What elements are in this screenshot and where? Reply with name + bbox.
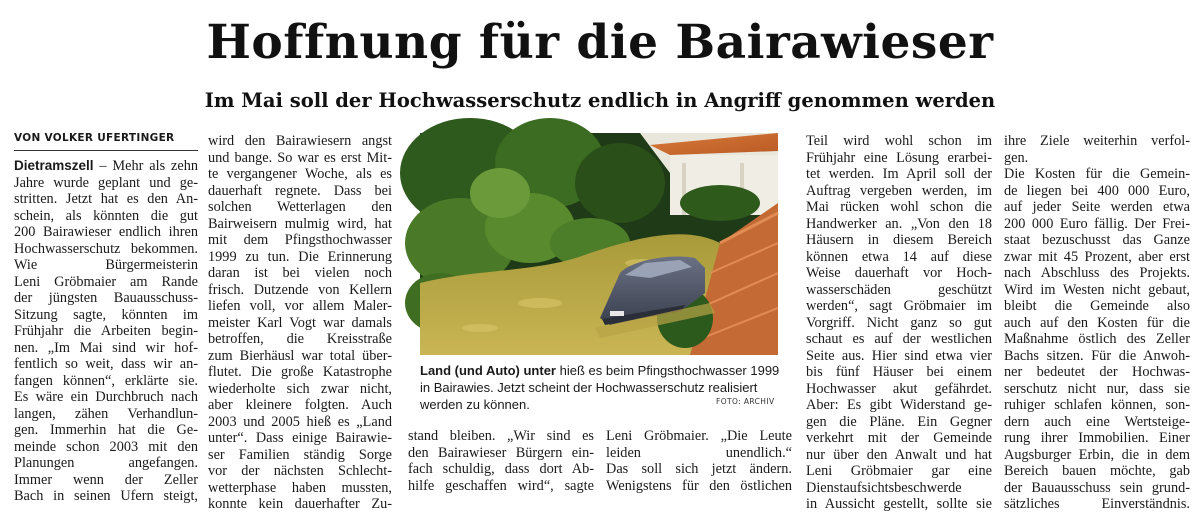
text-line: nur über den Anwalt und hat	[806, 446, 992, 463]
text-line: bis fünf Häuser bei einem	[806, 364, 992, 380]
text-line: fangen können“, erklärte sie.	[14, 372, 198, 389]
caption-lead: Land (und Auto) unter	[420, 363, 556, 378]
article-column-3	[408, 428, 594, 494]
text-line: leiden unendlich.“	[606, 444, 792, 461]
flood-photo	[420, 133, 778, 355]
text-line: Hochwasser akut gefährdet.	[806, 380, 992, 397]
text-line: 1999 zu tun. Die Erinnerung	[208, 248, 392, 265]
text-line: ner bedeutet der Hochwas-	[1004, 364, 1190, 380]
text-line: Leni Gröbmaier. „Die Leute	[606, 428, 792, 444]
text-line: der jüngsten Bauausschuss-	[14, 290, 198, 306]
text-line: flutet. Die große Katastrophe	[208, 364, 392, 380]
article-column-5	[806, 133, 992, 513]
text-line: wasserschäden geschützt	[806, 281, 992, 298]
text-line: Leni Gröbmaier gar eine	[806, 463, 992, 479]
text-line: Dienstaufsichtsbeschwerde	[806, 479, 962, 496]
text-line: fentlich so weit, dass wir an-	[14, 356, 198, 372]
caption-text: hieß es beim Pfingsthochwasser 1999 in Bairawies. Jetzt scheint der Hochwasserschutz realisiert werden zu können.	[420, 363, 780, 412]
text-line: gen.	[1004, 149, 1029, 166]
text-line: fach schuldig, dass dort Ab-	[408, 461, 594, 477]
text-line: Das soll sich jetzt ändern.	[606, 461, 792, 477]
text-line: unter“. Dass einige Bairawie-	[208, 430, 392, 446]
text-line: ihre Ziele weiterhin verfol-	[1004, 133, 1190, 149]
text-line: Vorgriff. Nicht ganz so gut	[806, 314, 992, 331]
text-line: solchen Wetterlagen den	[208, 199, 392, 215]
text-line: Planungen angefangen.	[14, 455, 198, 471]
text-line: 2003 und 2005 hieß es „Land	[208, 413, 392, 430]
text-line: Bereich bauen möchte, gab	[1004, 463, 1190, 479]
text-line: zum Bierhäusl war total über-	[208, 347, 392, 364]
text-line: hilfe geschaffen wird“, sagte	[408, 477, 594, 494]
text-line: 200 Bairawieser endlich ihren	[14, 224, 198, 240]
text-line: stand bleiben. „Wir sind es	[408, 428, 594, 444]
flood-photo-image	[420, 133, 778, 355]
text-line: bleibt die Gemeinde also	[1004, 298, 1190, 314]
article-column-4	[606, 428, 792, 494]
text-line: nach Abschluss des Projekts.	[1004, 265, 1190, 281]
text-line: de liegen bei 400 000 Euro,	[1004, 182, 1190, 199]
text-line: te vergangener Woche, als es	[208, 166, 392, 182]
text-line: Frühjahr die Arbeiten begin-	[14, 323, 198, 339]
text-line: dern auch eine Wertsteige-	[1004, 413, 1190, 430]
photo-credit: FOTO: ARCHIV	[716, 397, 775, 406]
article-column-6	[1004, 133, 1190, 513]
text-line: ruhiger schlafen können, son-	[1004, 397, 1190, 413]
text-line: liefen voll, vor allem Maler-	[208, 298, 392, 314]
text-line: Augsburger Erbin, die in dem	[1004, 446, 1190, 463]
text-line: in Aussicht gestellt, sollte sie	[806, 496, 992, 512]
text-line: meinde schon 2003 mit den	[14, 438, 198, 455]
text-line: Die Kosten für die Gemein-	[1004, 166, 1190, 182]
headline: Hoffnung für die Bairawieser	[206, 15, 994, 70]
text-line: der Bauausschuss sein grund-	[1004, 479, 1190, 496]
text-line: konnte kein dauerhafter Zu-	[208, 496, 392, 512]
text-line: zwar mit 45 Prozent, aber erst	[1004, 248, 1190, 265]
text-line: wetterphase haben mussten,	[208, 479, 392, 496]
text-line: frisch. Dutzende von Kellern	[208, 281, 392, 298]
text-line: auch auf den Kosten für die	[1004, 314, 1190, 331]
text-line: Seite aus. Hier sind etwa vier	[806, 347, 992, 364]
text-line	[14, 158, 198, 175]
text-line: ser Familien ständig Sorge	[208, 446, 392, 463]
text-line: Bachs sitzen. Für die Anwoh-	[1004, 347, 1190, 364]
text-line: Wenigstens für den östlichen	[606, 477, 792, 494]
text-line: stritten. Jetzt hat es den An-	[14, 191, 198, 207]
text-line: langen, zähen Verhandlun-	[14, 405, 198, 422]
text-line: und bange. So war es erst Mit-	[208, 149, 392, 166]
text-line: können etwa 14 auf diese	[806, 248, 992, 265]
text-line: 200 000 Euro fällig. Der Frei-	[1004, 215, 1190, 232]
text-line: Leni Gröbmaier am Rande	[14, 273, 198, 290]
text-line: Bach in seinen Ufern steigt,	[14, 488, 198, 504]
text-line: rung ihrer Immobilien. Einer	[1004, 430, 1190, 446]
byline-rule	[14, 150, 198, 151]
text-line: wiederholte sich zwar nicht,	[208, 380, 392, 397]
text-line: staat bezuschusst das Ganze	[1004, 232, 1190, 248]
text-line: Es wäre ein Durchbruch nach	[14, 389, 198, 405]
text-line: aber kleinere folgten. Auch	[208, 397, 392, 413]
text-line: betroffen, die Kreisstraße	[208, 331, 392, 347]
text-line: verkehrt mit der Gemeinde	[806, 430, 992, 446]
text-line: werden“, sagt Gröbmaier im	[806, 298, 992, 314]
text-line: Mai rücken wohl schon die	[806, 199, 992, 215]
text-line: gen die Pläne. Ein Gegner	[806, 413, 992, 430]
text-line: dauerhaft regnete. Dass bei	[208, 182, 392, 199]
text-line: Auftrag vergeben werden, im	[806, 182, 992, 199]
text-line: Wird im Westen nicht gebaut,	[1004, 281, 1190, 298]
article-column-2	[208, 133, 392, 513]
text-line: Handwerker an. „Von den 18	[806, 215, 992, 232]
text-line: Frühjahr eine Lösung erarbei-	[806, 149, 992, 166]
text-line: schein, als könnten die gut	[14, 207, 198, 224]
text-line: Teil wird wohl schon im	[806, 133, 992, 149]
text-line: schaut es auf der westlichen	[806, 331, 992, 347]
text-line: Hochwasserschutz bekommen.	[14, 240, 198, 257]
text-line: vor der nächsten Schlecht-	[208, 463, 392, 479]
text-line: Jahre wurde geplant und ge-	[14, 174, 198, 191]
text-line: sätzliches Einverständnis.	[1004, 496, 1190, 512]
text-line: daran ist bei vielen noch	[208, 265, 392, 281]
text-line: nen. „Im Mai sind wir hof-	[14, 339, 198, 356]
lead-word: Dietramszell	[14, 158, 94, 173]
text-line: den Bairawieser Bürgern ein-	[408, 444, 594, 461]
lead-rest: – Mehr als zehn	[93, 158, 198, 174]
text-line: Sitzung sagte, könnten im	[14, 306, 198, 323]
subheadline: Im Mai soll der Hochwasserschutz endlich in Angriff genommen werden	[204, 89, 996, 112]
text-line: Weise dauerhaft vor Hoch-	[806, 265, 992, 281]
text-line: Wie Bürgermeisterin	[14, 257, 198, 273]
text-line: wird den Bairawiesern angst	[208, 133, 392, 149]
text-line: meister Karl Vogt war damals	[208, 314, 392, 331]
article-column-1	[14, 158, 198, 505]
text-line: mit dem Pfingsthochwasser	[208, 232, 392, 248]
text-line: Häusern in diesem Bereich	[806, 232, 992, 248]
text-line: Immer wenn der Zeller	[14, 471, 198, 488]
text-line: Maßnahme östlich des Zeller	[1004, 331, 1190, 347]
text-line: serschutz nicht nur, dass sie	[1004, 380, 1190, 397]
text-line: Aber: Es gibt Widerstand ge-	[806, 397, 992, 413]
text-line: auf jeder Seite werden etwa	[1004, 199, 1190, 215]
text-line: tet werden. Im April soll der	[806, 166, 992, 182]
text-line: Bairweisern mulmig wird, hat	[208, 215, 392, 232]
byline: VON VOLKER UFERTINGER	[14, 132, 175, 144]
text-line: gen. Immerhin hat die Ge-	[14, 422, 198, 438]
